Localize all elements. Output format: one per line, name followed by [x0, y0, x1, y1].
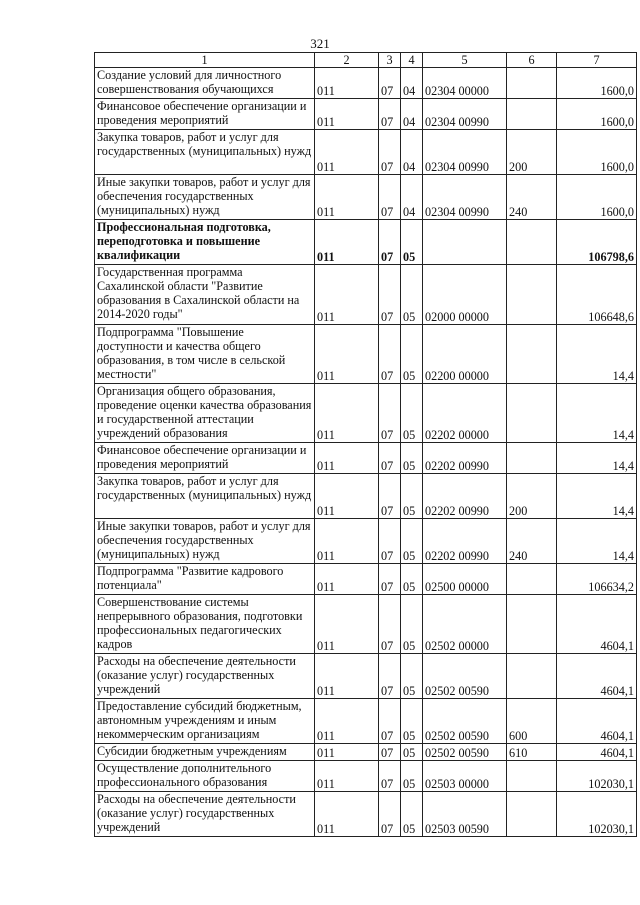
cell-ved: 011 — [315, 220, 379, 265]
cell-sum: 14,4 — [557, 519, 637, 564]
header-col-3: 3 — [379, 53, 401, 68]
cell-sum: 14,4 — [557, 443, 637, 474]
cell-name: Иные закупки товаров, работ и услуг для обеспечения государственных (муниципальных) нужд — [95, 175, 315, 220]
cell-name: Закупка товаров, работ и услуг для государственных (муниципальных) нужд — [95, 130, 315, 175]
cell-rz: 07 — [379, 744, 401, 761]
cell-csr: 02304 00990 — [423, 99, 507, 130]
cell-vr — [507, 68, 557, 99]
cell-sum: 4604,1 — [557, 699, 637, 744]
cell-pr: 05 — [401, 744, 423, 761]
cell-name: Государственная программа Сахалинской области "Развитие образования в Сахалинской области на 2014-2020 годы" — [95, 265, 315, 325]
cell-ved: 011 — [315, 654, 379, 699]
cell-pr: 04 — [401, 130, 423, 175]
cell-sum: 1600,0 — [557, 175, 637, 220]
cell-rz: 07 — [379, 474, 401, 519]
header-col-2: 2 — [315, 53, 379, 68]
header-col-7: 7 — [557, 53, 637, 68]
budget-table — [94, 52, 637, 837]
cell-name: Расходы на обеспечение деятельности (оказание услуг) государственных учреждений — [95, 792, 315, 837]
cell-pr: 04 — [401, 175, 423, 220]
cell-ved: 011 — [315, 265, 379, 325]
cell-rz: 07 — [379, 99, 401, 130]
cell-vr — [507, 384, 557, 443]
cell-ved: 011 — [315, 761, 379, 792]
cell-vr: 200 — [507, 474, 557, 519]
cell-pr: 05 — [401, 443, 423, 474]
cell-csr: 02502 00590 — [423, 744, 507, 761]
cell-ved: 011 — [315, 699, 379, 744]
cell-ved: 011 — [315, 792, 379, 837]
table-row — [95, 519, 637, 564]
cell-name: Подпрограмма "Повышение доступности и качества общего образования, в том числе в сельской местности" — [95, 325, 315, 384]
cell-csr: 02200 00000 — [423, 325, 507, 384]
cell-sum: 102030,1 — [557, 792, 637, 837]
table-header-row — [95, 53, 637, 68]
cell-name: Осуществление дополнительного профессионального образования — [95, 761, 315, 792]
cell-sum: 14,4 — [557, 325, 637, 384]
cell-pr: 05 — [401, 265, 423, 325]
cell-name: Подпрограмма "Развитие кадрового потенциала" — [95, 564, 315, 595]
header-col-4: 4 — [401, 53, 423, 68]
cell-vr: 240 — [507, 175, 557, 220]
cell-ved: 011 — [315, 443, 379, 474]
cell-vr: 240 — [507, 519, 557, 564]
cell-csr: 02503 00590 — [423, 792, 507, 837]
header-col-5: 5 — [423, 53, 507, 68]
cell-csr: 02202 00990 — [423, 443, 507, 474]
cell-name: Иные закупки товаров, работ и услуг для обеспечения государственных (муниципальных) нужд — [95, 519, 315, 564]
cell-vr: 600 — [507, 699, 557, 744]
cell-pr: 05 — [401, 564, 423, 595]
table-row — [95, 744, 637, 761]
cell-ved: 011 — [315, 384, 379, 443]
cell-name: Финансовое обеспечение организации и проведения мероприятий — [95, 99, 315, 130]
table-row — [95, 68, 637, 99]
cell-csr: 02502 00590 — [423, 699, 507, 744]
table-row — [95, 384, 637, 443]
cell-vr — [507, 654, 557, 699]
cell-name: Организация общего образования, проведение оценки качества образования и государственной аттестации учреждений образования — [95, 384, 315, 443]
cell-ved: 011 — [315, 519, 379, 564]
cell-rz: 07 — [379, 265, 401, 325]
cell-rz: 07 — [379, 761, 401, 792]
cell-csr: 02500 00000 — [423, 564, 507, 595]
cell-pr: 05 — [401, 699, 423, 744]
cell-vr — [507, 265, 557, 325]
cell-ved: 011 — [315, 99, 379, 130]
cell-ved: 011 — [315, 130, 379, 175]
cell-csr — [423, 220, 507, 265]
cell-csr: 02304 00000 — [423, 68, 507, 99]
cell-vr: 610 — [507, 744, 557, 761]
table-row — [95, 130, 637, 175]
cell-sum: 106648,6 — [557, 265, 637, 325]
cell-ved: 011 — [315, 474, 379, 519]
cell-name: Совершенствование системы непрерывного образования, подготовки профессиональных педагогических кадров — [95, 595, 315, 654]
header-col-1: 1 — [95, 53, 315, 68]
cell-csr: 02304 00990 — [423, 175, 507, 220]
cell-ved: 011 — [315, 564, 379, 595]
cell-rz: 07 — [379, 595, 401, 654]
cell-rz: 07 — [379, 175, 401, 220]
cell-sum: 106798,6 — [557, 220, 637, 265]
cell-sum: 106634,2 — [557, 564, 637, 595]
cell-pr: 05 — [401, 384, 423, 443]
cell-rz: 07 — [379, 384, 401, 443]
cell-pr: 05 — [401, 325, 423, 384]
cell-name: Субсидии бюджетным учреждениям — [95, 744, 315, 761]
cell-rz: 07 — [379, 792, 401, 837]
header-col-6: 6 — [507, 53, 557, 68]
cell-ved: 011 — [315, 175, 379, 220]
table-row — [95, 220, 637, 265]
cell-vr — [507, 792, 557, 837]
cell-csr: 02202 00990 — [423, 519, 507, 564]
table-row — [95, 474, 637, 519]
table-row — [95, 654, 637, 699]
cell-ved: 011 — [315, 744, 379, 761]
cell-csr: 02202 00990 — [423, 474, 507, 519]
table-row — [95, 175, 637, 220]
table-row — [95, 564, 637, 595]
cell-pr: 05 — [401, 474, 423, 519]
cell-sum: 1600,0 — [557, 68, 637, 99]
cell-ved: 011 — [315, 325, 379, 384]
table-body — [95, 68, 637, 837]
cell-pr: 05 — [401, 220, 423, 265]
cell-name: Предоставление субсидий бюджетным, автономным учреждениям и иным некоммерческим организациям — [95, 699, 315, 744]
cell-name: Профессиональная подготовка, переподготовка и повышение квалификации — [95, 220, 315, 265]
cell-vr: 200 — [507, 130, 557, 175]
cell-rz: 07 — [379, 68, 401, 99]
cell-rz: 07 — [379, 519, 401, 564]
table-row — [95, 99, 637, 130]
cell-sum: 14,4 — [557, 384, 637, 443]
cell-ved: 011 — [315, 68, 379, 99]
cell-name: Расходы на обеспечение деятельности (оказание услуг) государственных учреждений — [95, 654, 315, 699]
cell-csr: 02502 00590 — [423, 654, 507, 699]
cell-rz: 07 — [379, 220, 401, 265]
cell-sum: 4604,1 — [557, 595, 637, 654]
cell-vr — [507, 325, 557, 384]
cell-csr: 02000 00000 — [423, 265, 507, 325]
cell-rz: 07 — [379, 130, 401, 175]
table-row — [95, 325, 637, 384]
table-row — [95, 443, 637, 474]
table-row — [95, 265, 637, 325]
cell-pr: 04 — [401, 68, 423, 99]
cell-csr: 02202 00000 — [423, 384, 507, 443]
cell-rz: 07 — [379, 654, 401, 699]
cell-sum: 4604,1 — [557, 654, 637, 699]
cell-pr: 04 — [401, 99, 423, 130]
cell-rz: 07 — [379, 325, 401, 384]
cell-rz: 07 — [379, 443, 401, 474]
cell-rz: 07 — [379, 699, 401, 744]
cell-sum: 1600,0 — [557, 130, 637, 175]
cell-pr: 05 — [401, 761, 423, 792]
cell-rz: 07 — [379, 564, 401, 595]
cell-pr: 05 — [401, 654, 423, 699]
cell-vr — [507, 220, 557, 265]
cell-sum: 102030,1 — [557, 761, 637, 792]
cell-vr — [507, 761, 557, 792]
cell-sum: 14,4 — [557, 474, 637, 519]
cell-sum: 1600,0 — [557, 99, 637, 130]
cell-ved: 011 — [315, 595, 379, 654]
cell-csr: 02502 00000 — [423, 595, 507, 654]
table-row — [95, 595, 637, 654]
cell-pr: 05 — [401, 792, 423, 837]
table-row — [95, 792, 637, 837]
cell-name: Финансовое обеспечение организации и проведения мероприятий — [95, 443, 315, 474]
cell-csr: 02304 00990 — [423, 130, 507, 175]
table-row — [95, 699, 637, 744]
cell-vr — [507, 99, 557, 130]
cell-vr — [507, 443, 557, 474]
cell-pr: 05 — [401, 519, 423, 564]
cell-name: Создание условий для личностного совершенствования обучающихся — [95, 68, 315, 99]
cell-pr: 05 — [401, 595, 423, 654]
cell-vr — [507, 595, 557, 654]
cell-sum: 4604,1 — [557, 744, 637, 761]
cell-vr — [507, 564, 557, 595]
page-number: 321 — [310, 36, 330, 51]
cell-name: Закупка товаров, работ и услуг для государственных (муниципальных) нужд — [95, 474, 315, 519]
table-row — [95, 761, 637, 792]
cell-csr: 02503 00000 — [423, 761, 507, 792]
